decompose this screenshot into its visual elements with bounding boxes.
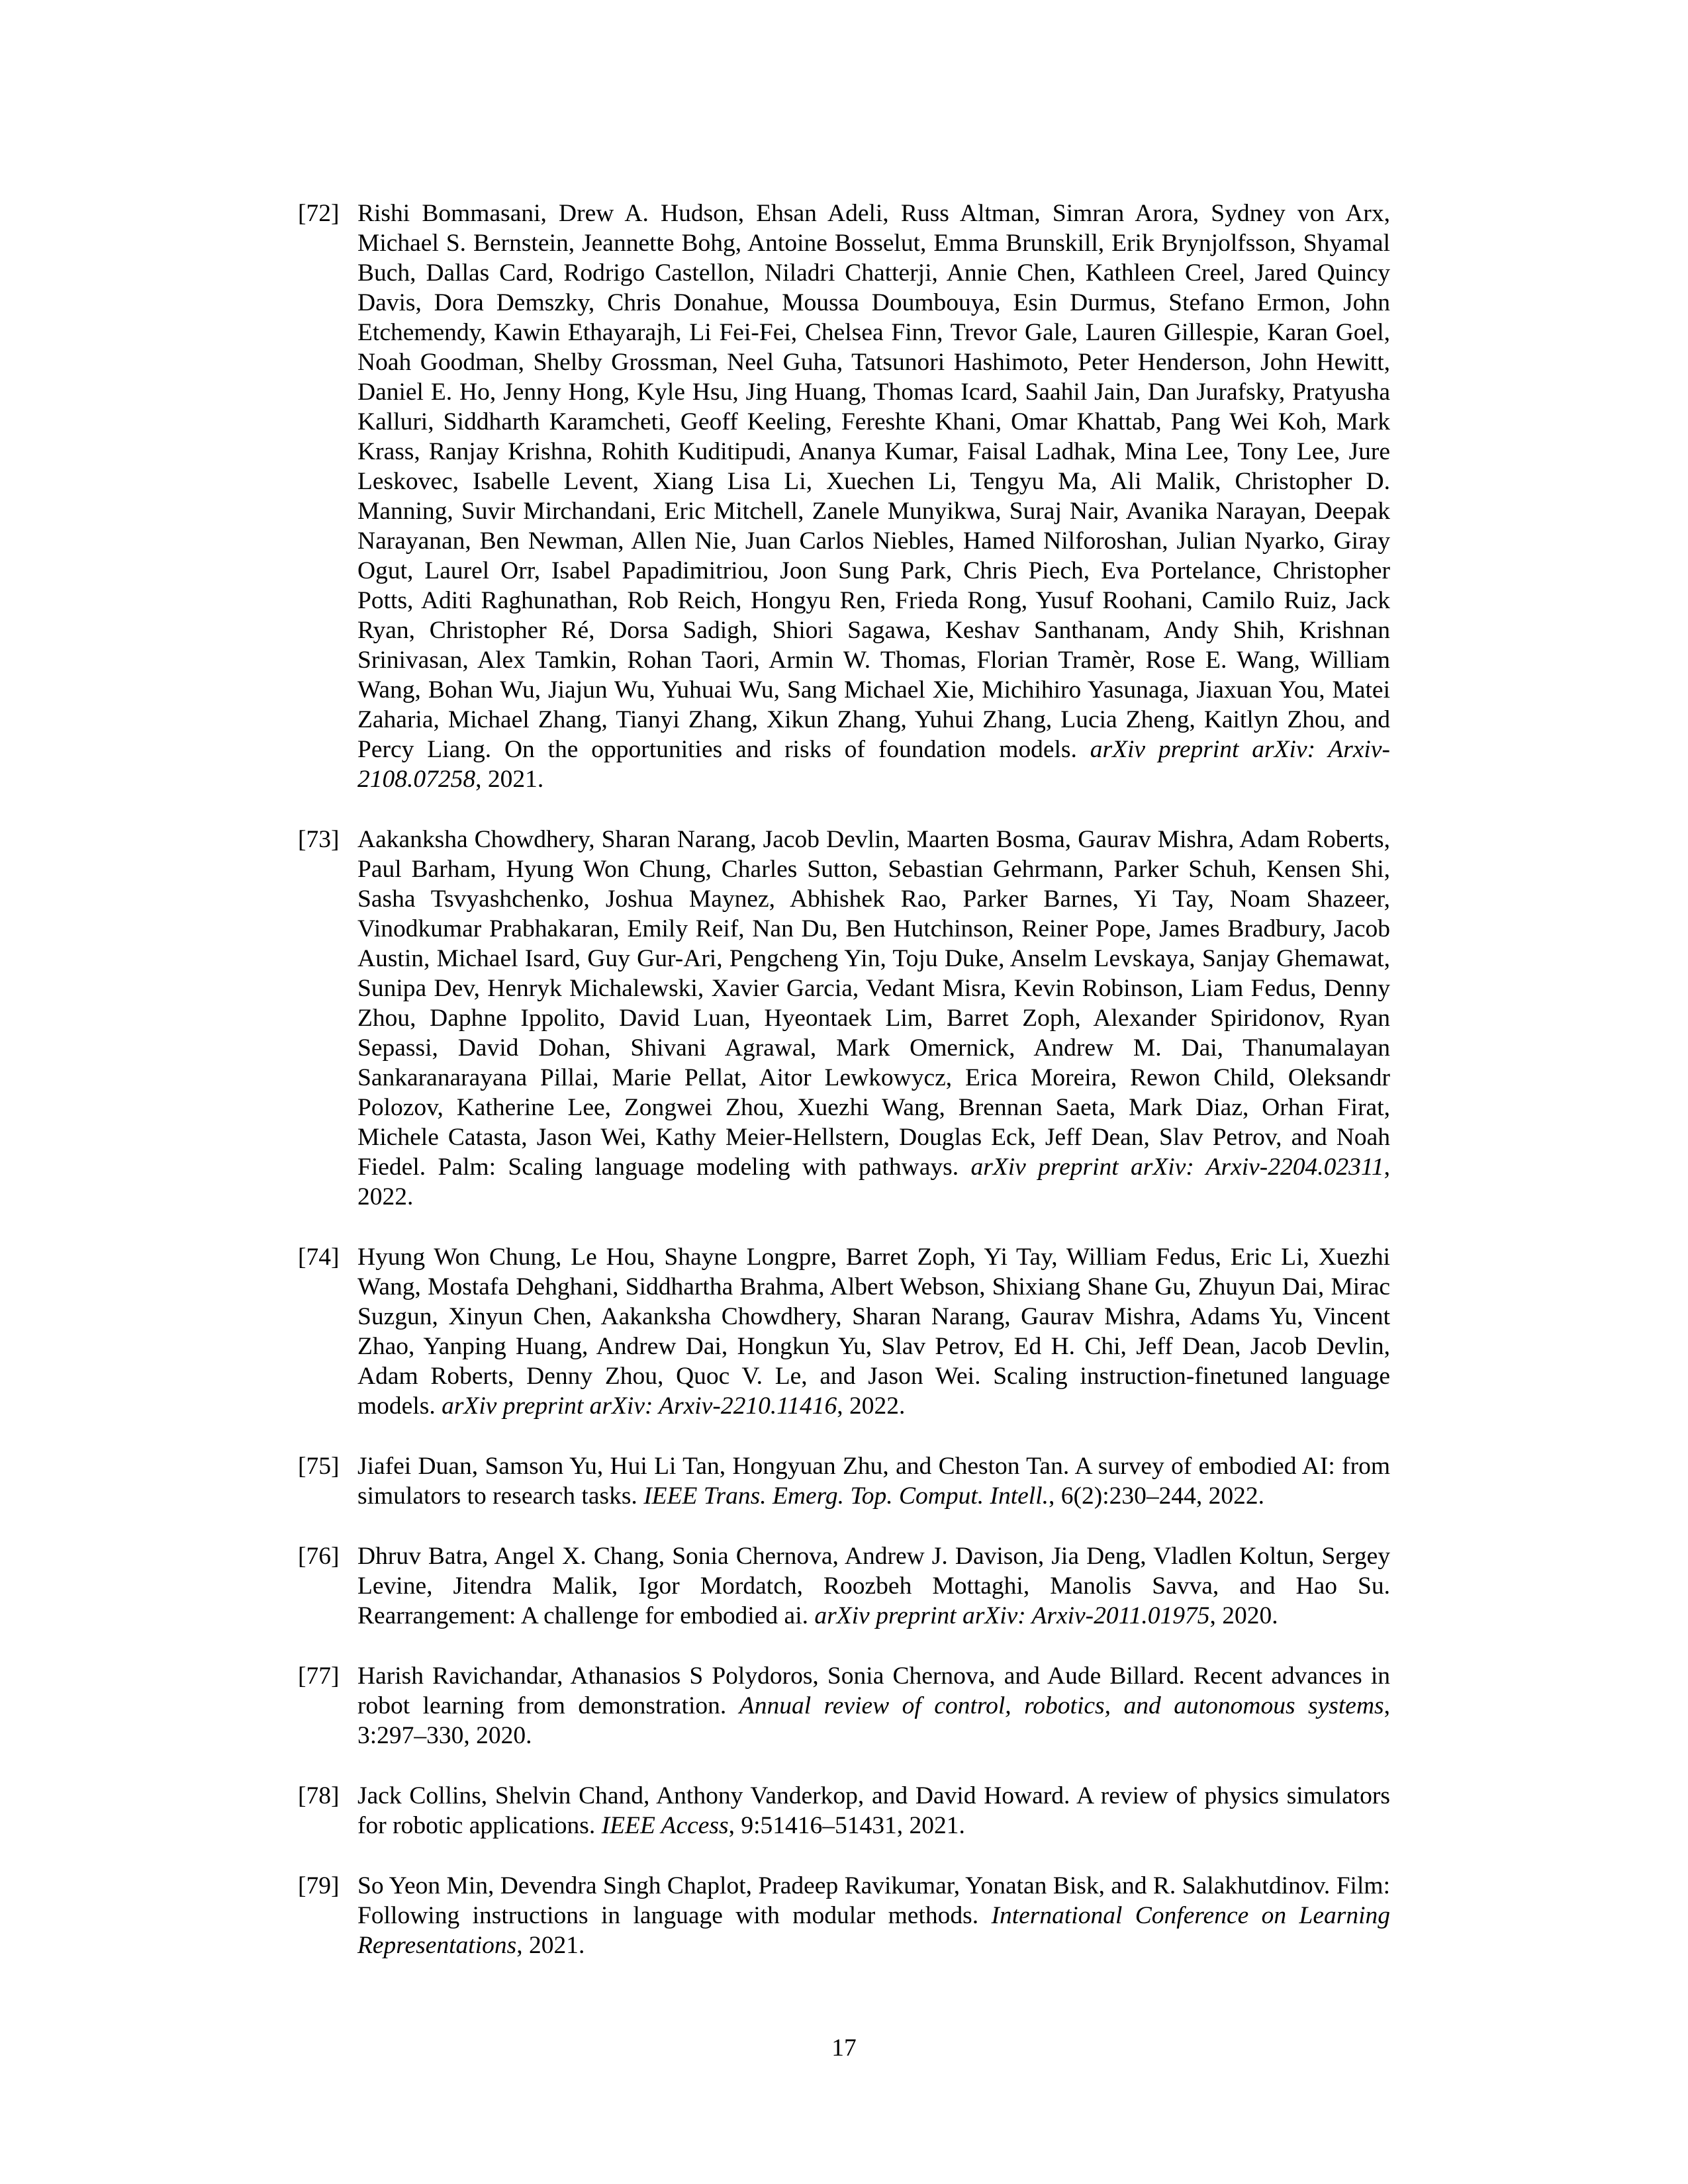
reference-number: [74] — [298, 1244, 340, 1271]
reference-venue: arXiv preprint arXiv: Arxiv-2210.11416 — [442, 1392, 837, 1420]
reference-tail: , 6(2):230–244, 2022. — [1049, 1482, 1265, 1510]
reference-text: Jiafei Duan, Samson Yu, Hui Li Tan, Hongyuan Zhu, and Cheston Tan. A survey of embodied AI: from simulators to research tasks. — [357, 1453, 1390, 1510]
reference-entry-79 — [298, 1871, 1390, 1960]
reference-tail: , 2021. — [516, 1932, 585, 1959]
reference-entry-74 — [298, 1242, 1390, 1421]
page-number: 17 — [831, 2034, 857, 2062]
reference-text: Aakanksha Chowdhery, Sharan Narang, Jacob Devlin, Maarten Bosma, Gaurav Mishra, Adam Roberts, Paul Barham, Hyung Won Chung, Charles Sutton, Sebastian Gehrmann, Parker Schuh, Kensen Shi, Sasha Tsvyashchenko, Joshua Maynez, Abhishek Rao, Parker Barnes, Yi Tay, Noam Shazeer, Vinodkumar Prabhakaran, Emily Reif, Nan Du, Ben Hutchinson, Reiner Pope, James Bradbury, Jacob Austin, Michael Isard, Guy Gur-Ari, Pengcheng Yin, Toju Duke, Anselm Levskaya, Sanjay Ghemawat, Sunipa Dev, Henryk Michalewski, Xavier Garcia, Vedant Misra, Kevin Robinson, Liam Fedus, Denny Zhou, Daphne Ippolito, David Luan, Hyeontaek Lim, Barret Zoph, Alexander Spiridonov, Ryan Sepassi, David Dohan, Shivani Agrawal, Mark Omernick, Andrew M. Dai, Thanumalayan Sankaranarayana Pillai, Marie Pellat, Aitor Lewkowycz, Erica Moreira, Rewon Child, Oleksandr Polozov, Katherine Lee, Zongwei Zhou, Xuezhi Wang, Brennan Saeta, Mark Diaz, Orhan Firat, Michele Catasta, Jason Wei, Kathy Meier-Hellstern, Douglas Eck, Jeff Dean, Slav Petrov, and Noah Fiedel. Palm: Scaling language modeling with pathways. — [357, 826, 1390, 1181]
reference-text: Harish Ravichandar, Athanasios S Polydoros, Sonia Chernova, and Aude Billard. Recent advances in robot learning from demonstration. — [357, 1662, 1390, 1719]
reference-tail: , 2022. — [357, 1154, 1390, 1210]
reference-entry-76 — [298, 1541, 1390, 1631]
reference-text: Rishi Bommasani, Drew A. Hudson, Ehsan Adeli, Russ Altman, Simran Arora, Sydney von Arx, Michael S. Bernstein, Jeannette Bohg, Antoine Bosselut, Emma Brunskill, Erik Brynjolfsson, Shyamal Buch, Dallas Card, Rodrigo Castellon, Niladri Chatterji, Annie Chen, Kathleen Creel, Jared Quincy Davis, Dora Demszky, Chris Donahue, Moussa Doumbouya, Esin Durmus, Stefano Ermon, John Etchemendy, Kawin Ethayarajh, Li Fei-Fei, Chelsea Finn, Trevor Gale, Lauren Gillespie, Karan Goel, Noah Goodman, Shelby Grossman, Neel Guha, Tatsunori Hashimoto, Peter Henderson, John Hewitt, Daniel E. Ho, Jenny Hong, Kyle Hsu, Jing Huang, Thomas Icard, Saahil Jain, Dan Jurafsky, Pratyusha Kalluri, Siddharth Karamcheti, Geoff Keeling, Fereshte Khani, Omar Khattab, Pang Wei Koh, Mark Krass, Ranjay Krishna, Rohith Kuditipudi, Ananya Kumar, Faisal Ladhak, Mina Lee, Tony Lee, Jure Leskovec, Isabelle Levent, Xiang Lisa Li, Xuechen Li, Tengyu Ma, Ali Malik, Christopher D. Manning, Suvir Mirchandani, Eric Mitchell, Zanele Munyikwa, Suraj Nair, Avanika Narayan, Deepak Narayanan, Ben Newman, Allen Nie, Juan Carlos Niebles, Hamed Nilforoshan, Julian Nyarko, Giray Ogut, Laurel Orr, Isabel Papadimitriou, Joon Sung Park, Chris Piech, Eva Portelance, Christopher Potts, Aditi Raghunathan, Rob Reich, Hongyu Ren, Frieda Rong, Yusuf Roohani, Camilo Ruiz, Jack Ryan, Christopher Ré, Dorsa Sadigh, Shiori Sagawa, Keshav Santhanam, Andy Shih, Krishnan Srinivasan, Alex Tamkin, Rohan Taori, Armin W. Thomas, Florian Tramèr, Rose E. Wang, William Wang, Bohan Wu, Jiajun Wu, Yuhuai Wu, Sang Michael Xie, Michihiro Yasunaga, Jiaxuan You, Matei Zaharia, Michael Zhang, Tianyi Zhang, Xikun Zhang, Yuhui Zhang, Lucia Zheng, Kaitlyn Zhou, and Percy Liang. On the opportunities and risks of foundation models. — [357, 200, 1390, 763]
reference-body — [357, 1781, 1390, 1841]
reference-tail: , 2021. — [475, 766, 544, 793]
reference-venue: Annual review of control, robotics, and autonomous systems — [739, 1692, 1384, 1719]
reference-venue: International Conference on Learning Representations — [357, 1902, 1391, 1959]
reference-venue: arXiv preprint arXiv: Arxiv-2011.01975 — [814, 1602, 1210, 1629]
reference-venue: IEEE Access — [601, 1812, 729, 1839]
reference-venue: arXiv preprint arXiv: Arxiv-2204.02311 — [970, 1154, 1384, 1181]
reference-entry-72 — [298, 199, 1390, 794]
reference-number: [79] — [298, 1872, 340, 1899]
reference-entry-75 — [298, 1451, 1390, 1511]
reference-body — [357, 1871, 1390, 1960]
reference-tail: , 2022. — [837, 1392, 906, 1420]
reference-entry-78 — [298, 1781, 1390, 1841]
reference-venue: arXiv preprint arXiv: Arxiv-2108.07258 — [357, 736, 1390, 793]
reference-number: [76] — [298, 1543, 340, 1570]
reference-text: Dhruv Batra, Angel X. Chang, Sonia Chernova, Andrew J. Davison, Jia Deng, Vladlen Koltun, Sergey Levine, Jitendra Malik, Igor Mordatch, Roozbeh Mottaghi, Manolis Savva, and Hao Su. Rearrangement: A challenge for embodied ai. — [357, 1543, 1390, 1629]
reference-entry-77 — [298, 1661, 1390, 1751]
reference-list — [298, 199, 1390, 1991]
reference-body — [357, 199, 1390, 794]
reference-number: [77] — [298, 1662, 340, 1690]
reference-number: [73] — [298, 826, 340, 853]
reference-text: So Yeon Min, Devendra Singh Chaplot, Pradeep Ravikumar, Yonatan Bisk, and R. Salakhutdinov. Film: Following instructions in language with modular methods. — [357, 1872, 1390, 1929]
reference-text: Jack Collins, Shelvin Chand, Anthony Vanderkop, and David Howard. A review of physics simulators for robotic applications. — [357, 1782, 1390, 1839]
reference-number: [72] — [298, 200, 340, 227]
reference-text: Hyung Won Chung, Le Hou, Shayne Longpre, Barret Zoph, Yi Tay, William Fedus, Eric Li, Xuezhi Wang, Mostafa Dehghani, Siddhartha Brahma, Albert Webson, Shixiang Shane Gu, Zhuyun Dai, Mirac Suzgun, Xinyun Chen, Aakanksha Chowdhery, Sharan Narang, Gaurav Mishra, Adams Yu, Vincent Zhao, Yanping Huang, Andrew Dai, Hongkun Yu, Slav Petrov, Ed H. Chi, Jeff Dean, Jacob Devlin, Adam Roberts, Denny Zhou, Quoc V. Le, and Jason Wei. Scaling instruction-finetuned language models. — [357, 1244, 1390, 1420]
reference-number: [78] — [298, 1782, 340, 1809]
reference-body — [357, 1541, 1390, 1631]
reference-tail: , 2020. — [1209, 1602, 1278, 1629]
reference-venue: IEEE Trans. Emerg. Top. Comput. Intell. — [643, 1482, 1049, 1510]
reference-tail: , 9:51416–51431, 2021. — [728, 1812, 965, 1839]
reference-body — [357, 1242, 1390, 1421]
reference-body — [357, 1661, 1390, 1751]
reference-tail: , 3:297–330, 2020. — [357, 1692, 1390, 1749]
reference-entry-73 — [298, 825, 1390, 1212]
reference-body — [357, 825, 1390, 1212]
reference-number: [75] — [298, 1453, 340, 1480]
reference-body — [357, 1451, 1390, 1511]
